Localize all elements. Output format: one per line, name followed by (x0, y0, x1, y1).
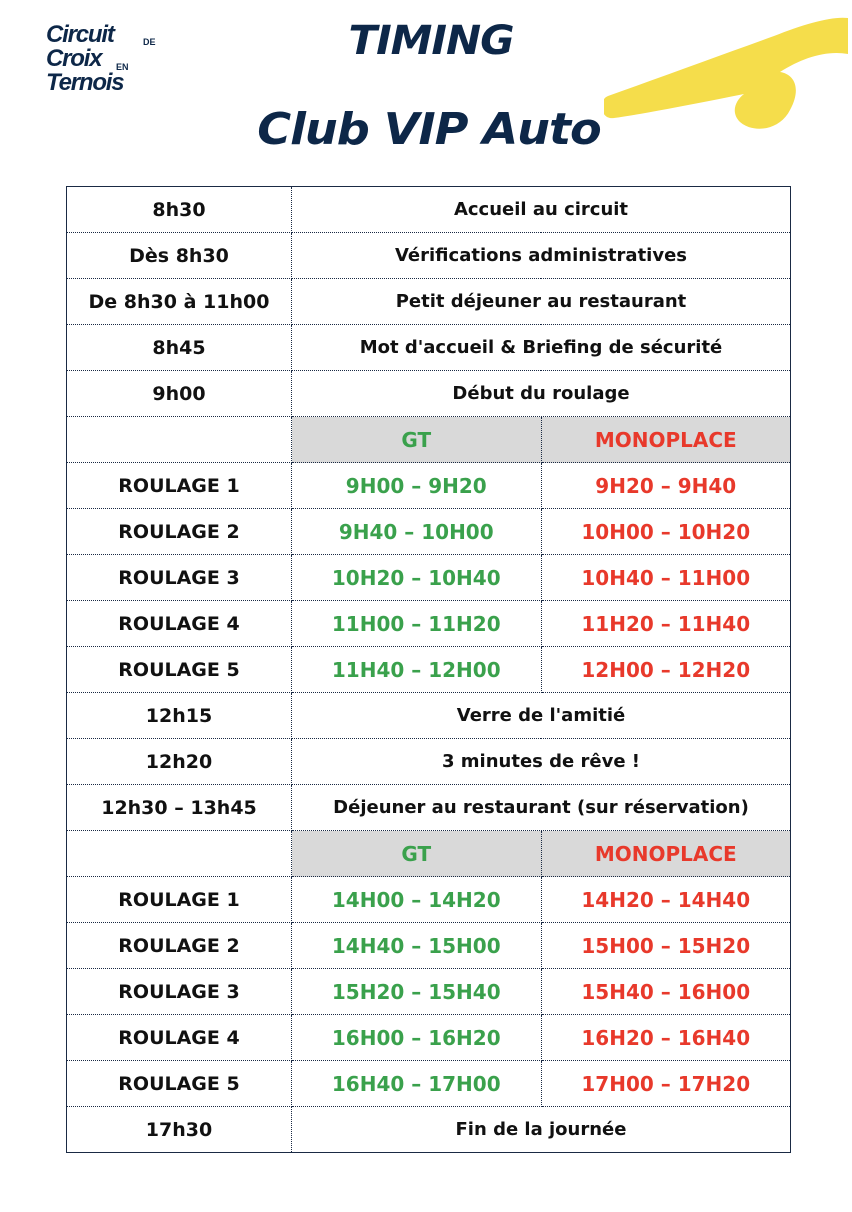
logo-line-circuit: Circuit (46, 21, 114, 48)
schedule-row (67, 739, 791, 785)
time-cell: 8h45 (67, 325, 292, 371)
category-header-row (67, 831, 791, 877)
gt-slot: 16H40 – 17H00 (292, 1061, 542, 1107)
session-row (67, 647, 791, 693)
gt-slot: 11H00 – 11H20 (292, 601, 542, 647)
gt-slot: 14H40 – 15H00 (292, 923, 542, 969)
monoplace-slot: 12H00 – 12H20 (541, 647, 791, 693)
monoplace-slot: 10H00 – 10H20 (541, 509, 791, 555)
logo-sup-en: EN (116, 62, 129, 72)
time-cell: ROULAGE 3 (67, 555, 292, 601)
gt-slot: 11H40 – 12H00 (292, 647, 542, 693)
monoplace-header: MONOPLACE (541, 831, 791, 877)
time-cell: ROULAGE 3 (67, 969, 292, 1015)
gt-header: GT (292, 417, 542, 463)
time-cell (67, 831, 292, 877)
time-cell (67, 417, 292, 463)
monoplace-slot: 15H40 – 16H00 (541, 969, 791, 1015)
monoplace-slot: 16H20 – 16H40 (541, 1015, 791, 1061)
gt-header: GT (292, 831, 542, 877)
event-cell: Vérifications administratives (292, 233, 791, 279)
monoplace-slot: 9H20 – 9H40 (541, 463, 791, 509)
time-cell: 17h30 (67, 1107, 292, 1153)
time-cell: ROULAGE 2 (67, 923, 292, 969)
session-row (67, 877, 791, 923)
session-row (67, 555, 791, 601)
event-cell: Verre de l'amitié (292, 693, 791, 739)
schedule-row (67, 1107, 791, 1153)
event-cell: Début du roulage (292, 371, 791, 417)
time-cell: ROULAGE 4 (67, 601, 292, 647)
schedule-row (67, 325, 791, 371)
session-row (67, 509, 791, 555)
session-row (67, 1015, 791, 1061)
session-row (67, 969, 791, 1015)
page-title: TIMING (348, 18, 514, 64)
timing-table (66, 186, 791, 1153)
gt-slot: 14H00 – 14H20 (292, 877, 542, 923)
monoplace-slot: 15H00 – 15H20 (541, 923, 791, 969)
time-cell: 12h20 (67, 739, 292, 785)
time-cell: Dès 8h30 (67, 233, 292, 279)
category-header-row (67, 417, 791, 463)
session-row (67, 923, 791, 969)
monoplace-slot: 10H40 – 11H00 (541, 555, 791, 601)
logo-sup-de: DE (143, 37, 156, 47)
event-cell: Fin de la journée (292, 1107, 791, 1153)
time-cell: 9h00 (67, 371, 292, 417)
schedule-row (67, 693, 791, 739)
time-cell: 12h30 – 13h45 (67, 785, 292, 831)
session-row (67, 601, 791, 647)
monoplace-header: MONOPLACE (541, 417, 791, 463)
schedule-row (67, 371, 791, 417)
time-cell: De 8h30 à 11h00 (67, 279, 292, 325)
time-cell: ROULAGE 1 (67, 877, 292, 923)
time-cell: 12h15 (67, 693, 292, 739)
schedule-row (67, 279, 791, 325)
page-subtitle: Club VIP Auto (257, 104, 601, 155)
time-cell: ROULAGE 5 (67, 647, 292, 693)
event-cell: Mot d'accueil & Briefing de sécurité (292, 325, 791, 371)
gt-slot: 9H00 – 9H20 (292, 463, 542, 509)
monoplace-slot: 14H20 – 14H40 (541, 877, 791, 923)
gt-slot: 16H00 – 16H20 (292, 1015, 542, 1061)
time-cell: ROULAGE 4 (67, 1015, 292, 1061)
gt-slot: 9H40 – 10H00 (292, 509, 542, 555)
gt-slot: 10H20 – 10H40 (292, 555, 542, 601)
time-cell: ROULAGE 1 (67, 463, 292, 509)
event-cell: 3 minutes de rêve ! (292, 739, 791, 785)
event-cell: Petit déjeuner au restaurant (292, 279, 791, 325)
monoplace-slot: 17H00 – 17H20 (541, 1061, 791, 1107)
schedule-row (67, 187, 791, 233)
gt-slot: 15H20 – 15H40 (292, 969, 542, 1015)
event-cell: Déjeuner au restaurant (sur réservation) (292, 785, 791, 831)
yellow-swoosh-decoration (604, 14, 848, 136)
schedule-row (67, 233, 791, 279)
swoosh-shape (604, 18, 848, 129)
session-row (67, 463, 791, 509)
time-cell: 8h30 (67, 187, 292, 233)
time-cell: ROULAGE 5 (67, 1061, 292, 1107)
event-cell: Accueil au circuit (292, 187, 791, 233)
time-cell: ROULAGE 2 (67, 509, 292, 555)
monoplace-slot: 11H20 – 11H40 (541, 601, 791, 647)
schedule-row (67, 785, 791, 831)
logo-line-ternois: Ternois (46, 69, 124, 96)
session-row (67, 1061, 791, 1107)
logo-line-croix: Croix (46, 45, 102, 72)
